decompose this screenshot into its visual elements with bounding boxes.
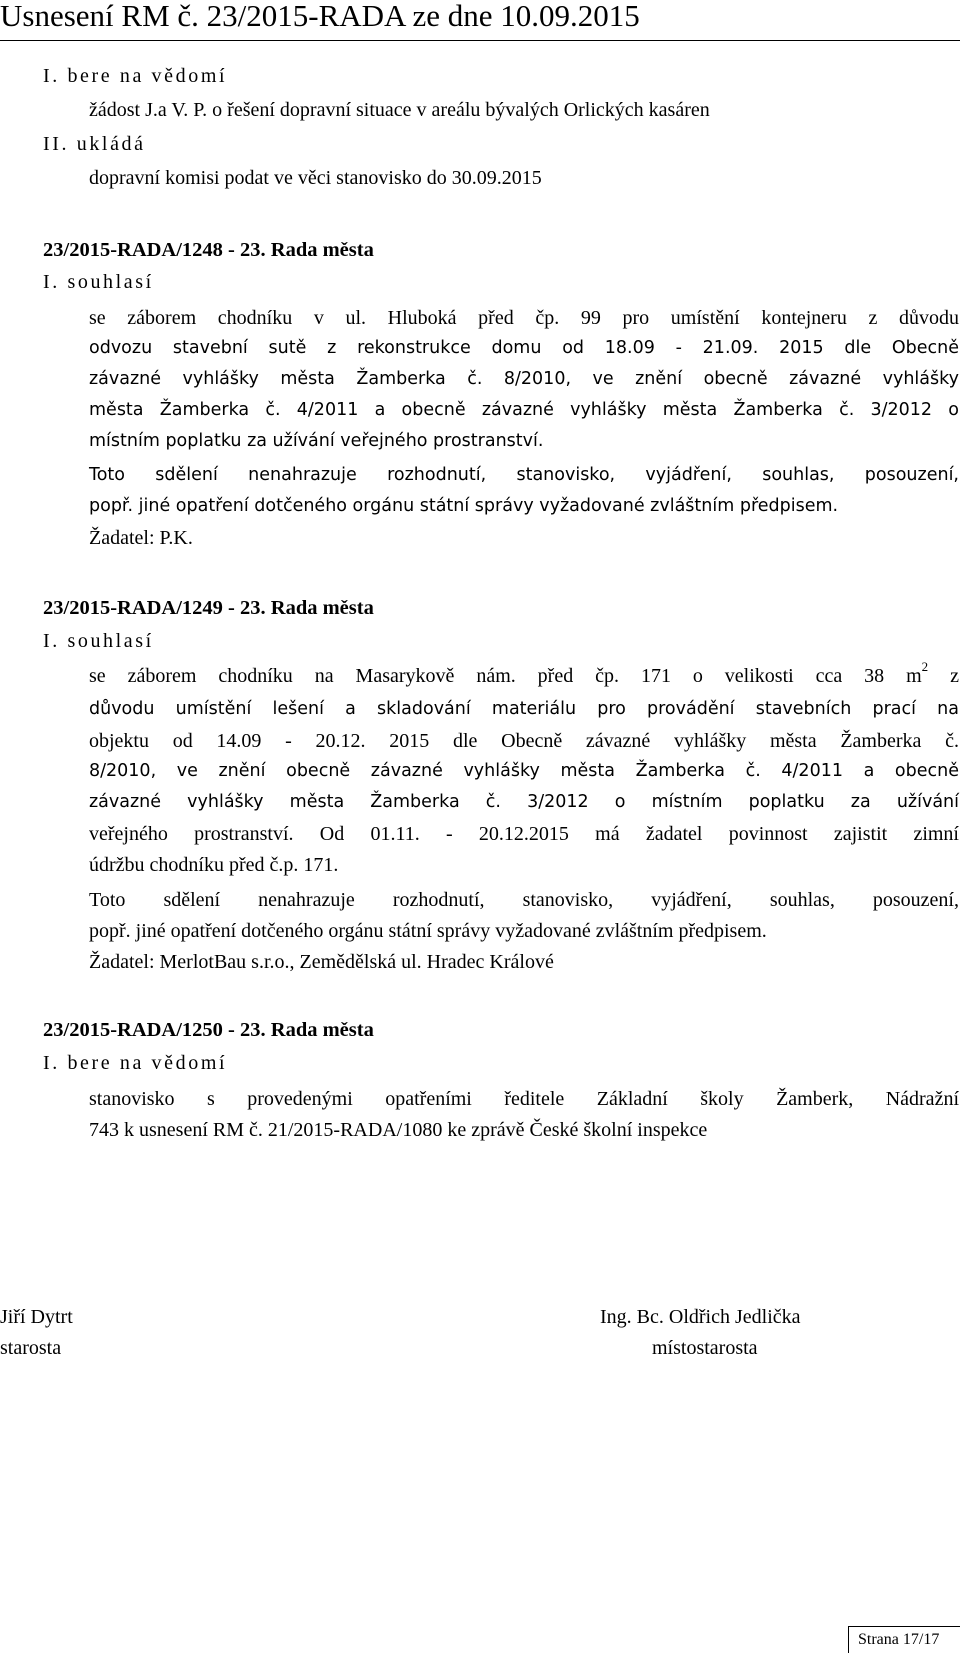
- mayor-name: Jiří Dytrt: [0, 1306, 73, 1328]
- resolution-1249-line: [89, 659, 959, 688]
- disclaimer-line: popř. jiné opatření dotčeného orgánu státní správy vyžadované zvláštním předpisem.: [89, 496, 839, 516]
- disclaimer-line: popř. jiné opatření dotčeného orgánu státní správy vyžadované zvláštním předpisem.: [89, 920, 767, 942]
- resolution-1249-line: důvodu umístění lešení a skladování materiálu pro provádění stavebních prací na: [89, 699, 959, 719]
- verb-orders: II. ukládá: [43, 133, 146, 155]
- deputy-mayor-name: Ing. Bc. Oldřich Jedlička: [600, 1306, 801, 1328]
- request-text: žádost J.a V. P. o řešení dopravní situace v areálu bývalých Orlických kasáren: [89, 99, 710, 121]
- resolution-1249-line: veřejného prostranství. Od 01.11. - 20.12.2015 má žadatel povinnost zajistit zimní: [89, 823, 959, 845]
- disclaimer-line: Toto sdělení nenahrazuje rozhodnutí, stanovisko, vyjádření, souhlas, posouzení,: [89, 465, 959, 485]
- resolution-1249-line1-end: z: [950, 665, 959, 687]
- resolution-heading-1248: 23/2015-RADA/1248 - 23. Rada města: [43, 239, 374, 261]
- resolution-1250-line: stanovisko s provedenými opatřeními ředitele Základní školy Žamberk, Nádražní: [89, 1088, 959, 1110]
- page-header: [0, 0, 960, 41]
- resolution-1248-line: se záborem chodníku v ul. Hluboká před čp. 99 pro umístění kontejneru z důvodu: [89, 307, 959, 329]
- resolution-1248-line: města Žamberka č. 4/2011 a obecně závazné vyhlášky města Žamberka č. 3/2012 o: [89, 400, 959, 420]
- resolution-1249-line: objektu od 14.09 - 20.12. 2015 dle Obecně závazné vyhlášky města Žamberka č.: [89, 730, 959, 752]
- verb-agrees-1249: I. souhlasí: [43, 630, 154, 652]
- resolution-1248-line: závazné vyhlášky města Žamberka č. 8/2010, ve znění obecně závazné vyhlášky: [89, 369, 959, 389]
- resolution-1249-line: údržbu chodníku před č.p. 171.: [89, 854, 339, 876]
- resolution-1249-line: 8/2010, ve znění obecně závazné vyhlášky města Žamberka č. 4/2011 a obecně: [89, 761, 959, 781]
- verb-agrees-1248: I. souhlasí: [43, 271, 154, 293]
- deputy-mayor-role: místostarosta: [652, 1337, 758, 1359]
- resolution-1248-line: místním poplatku za užívání veřejného prostranství.: [89, 431, 544, 451]
- applicant-1248: Žadatel: P.K.: [89, 527, 193, 549]
- applicant-1249: Žadatel: MerlotBau s.r.o., Zemědělská ul. Hradec Králové: [89, 951, 554, 973]
- document-title: Usnesení RM č. 23/2015-RADA ze dne 10.09.2015: [0, 0, 640, 33]
- mayor-role: starosta: [0, 1337, 62, 1359]
- resolution-heading-1249: 23/2015-RADA/1249 - 23. Rada města: [43, 597, 374, 619]
- commission-task-text: dopravní komisi podat ve věci stanovisko do 30.09.2015: [89, 167, 542, 189]
- resolution-1249-line: závazné vyhlášky města Žamberka č. 3/2012 o místním poplatku za užívání: [89, 792, 959, 812]
- verb-take-note: I. bere na vědomí: [43, 65, 228, 87]
- resolution-1250-line: 743 k usnesení RM č. 21/2015-RADA/1080 ke zprávě České školní inspekce: [89, 1119, 708, 1141]
- page-number: Strana 17/17: [858, 1631, 940, 1648]
- resolution-1249-line1-text: se záborem chodníku na Masarykově nám. před čp. 171 o velikosti cca 38 m: [89, 665, 922, 687]
- square-superscript: 2: [921, 659, 929, 674]
- verb-take-note-1250: I. bere na vědomí: [43, 1052, 228, 1074]
- resolution-1248-line: odvozu stavební sutě z rekonstrukce domu od 18.09 - 21.09. 2015 dle Obecně: [89, 338, 959, 358]
- resolution-heading-1250: 23/2015-RADA/1250 - 23. Rada města: [43, 1019, 374, 1041]
- disclaimer-line: Toto sdělení nenahrazuje rozhodnutí, stanovisko, vyjádření, souhlas, posouzení,: [89, 889, 959, 911]
